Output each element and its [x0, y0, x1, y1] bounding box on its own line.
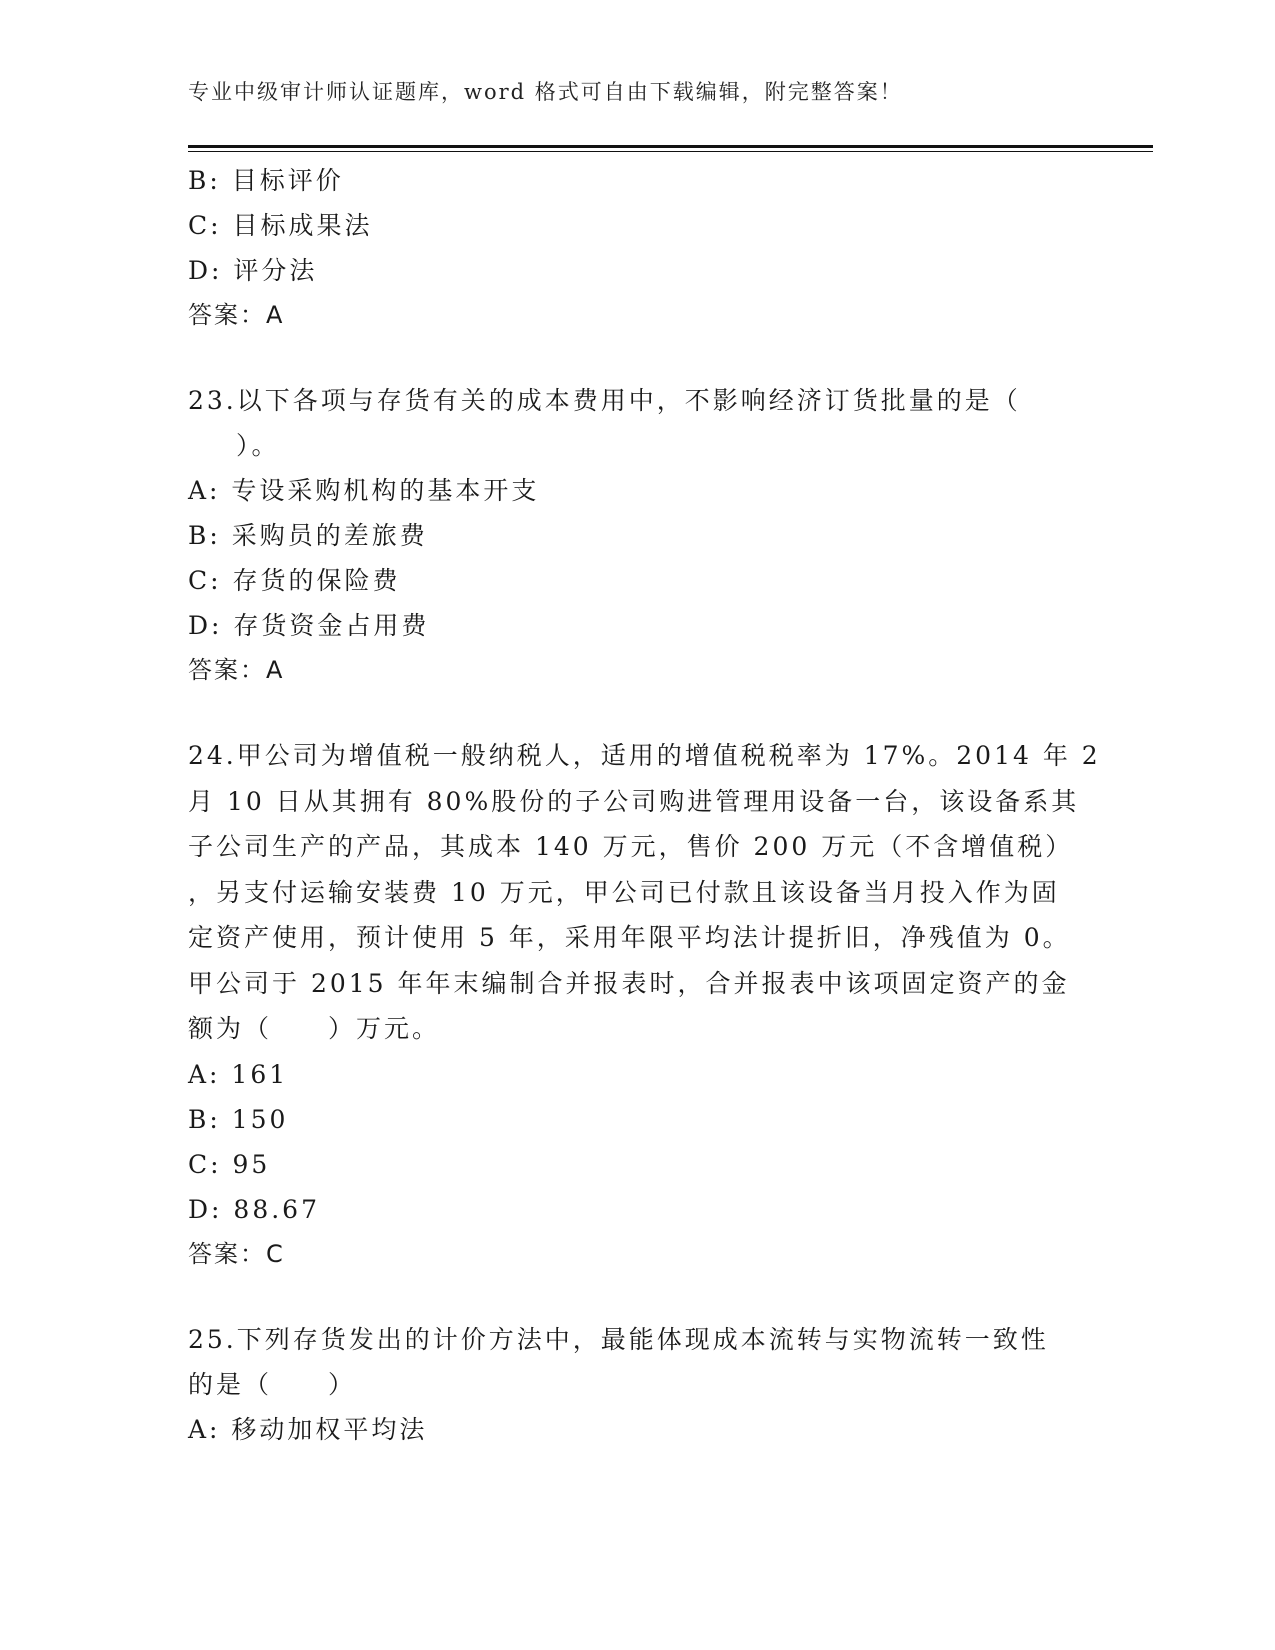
question-stem	[188, 733, 1101, 1052]
question-24	[188, 733, 1101, 1277]
option-c: C: 目标成果法	[188, 211, 373, 240]
option-b: B: 目标评价	[188, 166, 344, 195]
question-content	[188, 158, 1101, 1452]
question-stem-line: 子公司生产的产品，其成本 140 万元，售价 200 万元（不含增值税）	[188, 832, 1074, 861]
option-d: D: 88.67	[188, 1194, 320, 1224]
answer-line: 答案：A	[188, 656, 285, 684]
header-divider-thin	[188, 151, 1153, 152]
option-a: A: 专设采购机构的基本开支	[188, 476, 540, 505]
question-stem-line: 的是（ ）	[188, 1369, 357, 1399]
question-stem-line: 23.以下各项与存货有关的成本费用中，不影响经济订货批量的是（	[188, 386, 1021, 415]
answer-line: 答案：A	[188, 301, 285, 329]
question-stem-line: 25.下列存货发出的计价方法中，最能体现成本流转与实物流转一致性	[188, 1324, 1049, 1354]
option-b: B: 采购员的差旅费	[188, 521, 428, 550]
answer-line: 答案：C	[188, 1239, 285, 1268]
option-d: D: 评分法	[188, 256, 318, 285]
header-divider-thick	[188, 145, 1153, 148]
option-b: B: 150	[188, 1104, 289, 1134]
option-c: C: 存货的保险费	[188, 566, 401, 595]
question-stem-line: 额为（ ）万元。	[188, 1014, 441, 1043]
option-a: A: 161	[188, 1059, 289, 1089]
option-d: D: 存货资金占用费	[188, 611, 430, 640]
page-header: 专业中级审计师认证题库，word 格式可自由下载编辑，附完整答案！	[188, 80, 903, 104]
question-25	[188, 1317, 1068, 1452]
question-stem-line: 24.甲公司为增值税一般纳税人，适用的增值税税率为 17%。2014 年 2	[188, 741, 1101, 770]
question-stem-line: 甲公司于 2015 年年末编制合并报表时，合并报表中该项固定资产的金	[188, 968, 1070, 998]
question-stem-line: 定资产使用，预计使用 5 年，采用年限平均法计提折旧，净残值为 0。	[188, 923, 1071, 952]
question-stem-line: ）。	[236, 431, 280, 460]
question-stem-line: ，另支付运输安装费 10 万元，甲公司已付款且该设备当月投入作为固	[188, 877, 1060, 907]
question-23	[188, 378, 1068, 693]
option-c: C: 95	[188, 1149, 271, 1179]
question-stem-line: 月 10 日从其拥有 80%股份的子公司购进管理用设备一台，该设备系其	[188, 786, 1080, 816]
question-22-tail	[188, 158, 1068, 338]
option-a: A: 移动加权平均法	[188, 1414, 428, 1444]
